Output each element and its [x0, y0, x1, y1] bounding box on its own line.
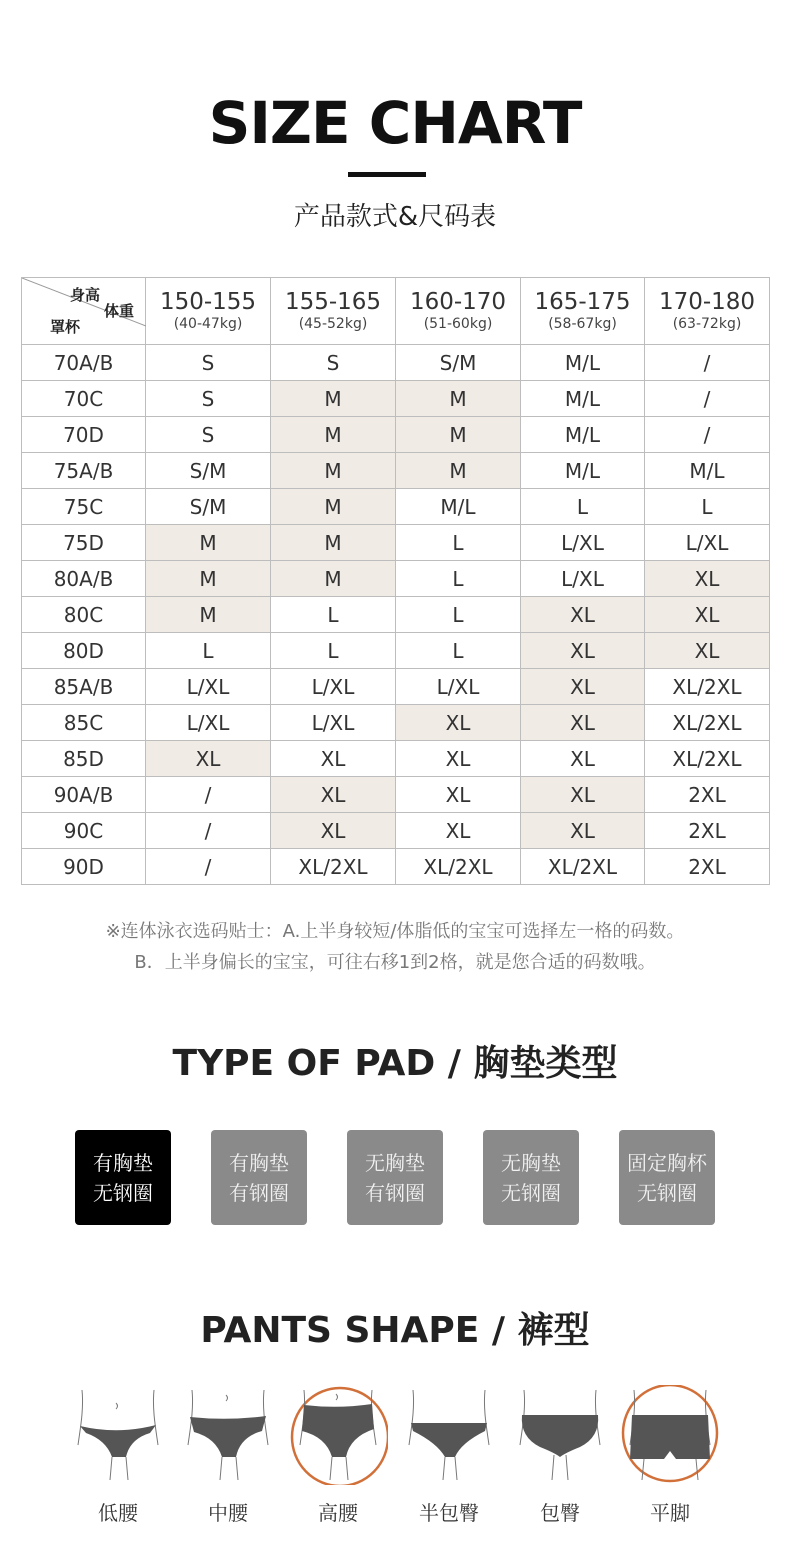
size-cell: /: [645, 417, 770, 453]
corner-label-cup: 罩杯: [50, 318, 81, 336]
table-row: [22, 777, 770, 813]
size-cell: XL: [521, 597, 645, 633]
size-cell: S: [146, 345, 271, 381]
table-row: [22, 741, 770, 777]
column-header: [146, 278, 271, 345]
table-row: [22, 453, 770, 489]
pad-option-line2: 有钢圈: [365, 1180, 425, 1205]
pants-shape-label: 包臀: [540, 1501, 580, 1525]
size-cell: /: [645, 381, 770, 417]
size-cell: M: [396, 381, 521, 417]
height-range: 150-155: [159, 289, 257, 315]
size-cell: XL: [521, 741, 645, 777]
pad-option-line2: 无钢圈: [637, 1180, 697, 1205]
size-cell: XL: [396, 813, 521, 849]
size-cell: XL: [645, 633, 770, 669]
page-subtitle: 产品款式&尺码表: [293, 202, 497, 232]
size-cell: /: [146, 849, 271, 885]
cup-size-cell: 70D: [22, 417, 146, 453]
column-header: [521, 278, 645, 345]
pants-shape-label: 高腰: [318, 1501, 358, 1525]
table-row: [22, 489, 770, 525]
cup-size-cell: 80A/B: [22, 561, 146, 597]
pad-option-line1: 有胸垫: [93, 1150, 153, 1175]
table-row: [22, 813, 770, 849]
size-cell: XL/2XL: [271, 849, 396, 885]
size-cell: M/L: [521, 345, 645, 381]
size-cell: M: [271, 453, 396, 489]
size-cell: M: [271, 489, 396, 525]
pants-shape-label: 中腰: [208, 1501, 248, 1525]
size-cell: XL/2XL: [396, 849, 521, 885]
size-cell: L: [396, 561, 521, 597]
size-cell: L: [271, 597, 396, 633]
size-cell: XL: [521, 633, 645, 669]
pad-option-line1: 固定胸杯: [627, 1150, 707, 1175]
page-title: SIZE CHART: [208, 89, 582, 157]
column-header: [271, 278, 396, 345]
weight-range: (40-47kg): [173, 316, 243, 332]
size-cell: XL/2XL: [521, 849, 645, 885]
size-cell: L/XL: [645, 525, 770, 561]
height-range: 155-165: [284, 289, 382, 315]
pants-shape-label: 平脚: [650, 1501, 690, 1525]
size-cell: M: [146, 525, 271, 561]
size-cell: /: [146, 813, 271, 849]
size-cell: S/M: [396, 345, 521, 381]
size-cell: S: [146, 381, 271, 417]
height-range: 160-170: [409, 289, 507, 315]
size-cell: M: [271, 525, 396, 561]
size-cell: L/XL: [271, 669, 396, 705]
cup-size-cell: 75D: [22, 525, 146, 561]
size-cell: L: [396, 525, 521, 561]
table-row: [22, 705, 770, 741]
pad-option-unpadded-no-wire[interactable]: [483, 1130, 579, 1225]
corner-label-weight: 体重: [104, 302, 135, 320]
pad-type-title: TYPE OF PAD / 胸垫类型: [172, 1043, 618, 1084]
size-cell: 2XL: [645, 813, 770, 849]
table-row: [22, 633, 770, 669]
column-header: [396, 278, 521, 345]
pants-shape-label: 半包臀: [419, 1501, 479, 1525]
size-cell: M: [271, 561, 396, 597]
low-waist-briefs-icon[interactable]: [68, 1385, 168, 1485]
size-cell: L: [396, 597, 521, 633]
size-cell: XL: [271, 777, 396, 813]
size-cell: L/XL: [521, 561, 645, 597]
size-cell: M: [271, 381, 396, 417]
size-cell: L: [271, 633, 396, 669]
pad-option-padded-wire[interactable]: [211, 1130, 307, 1225]
sizing-tip-a: ※连体泳衣选码贴士：A.上半身较短/体脂低的宝宝可选择左一格的码数。: [105, 921, 685, 942]
size-cell: XL: [521, 813, 645, 849]
table-row: [22, 381, 770, 417]
size-cell: L: [146, 633, 271, 669]
weight-range: (45-52kg): [298, 316, 368, 332]
height-range: 165-175: [534, 289, 631, 315]
size-cell: M/L: [521, 453, 645, 489]
size-cell: S: [271, 345, 396, 381]
size-cell: M: [146, 597, 271, 633]
cup-size-cell: 80C: [22, 597, 146, 633]
size-cell: L/XL: [146, 705, 271, 741]
cup-size-cell: 80D: [22, 633, 146, 669]
size-cell: /: [146, 777, 271, 813]
cup-size-cell: 85C: [22, 705, 146, 741]
table-header-row: [22, 278, 770, 345]
boyshort-icon[interactable]: [620, 1385, 720, 1485]
size-cell: XL: [396, 777, 521, 813]
cup-size-cell: 90C: [22, 813, 146, 849]
size-cell: L: [645, 489, 770, 525]
pad-option-line1: 有胸垫: [229, 1150, 289, 1175]
size-cell: XL: [645, 597, 770, 633]
weight-range: (63-72kg): [672, 316, 742, 332]
cup-size-cell: 75C: [22, 489, 146, 525]
height-range: 170-180: [658, 289, 756, 315]
cup-size-cell: 90D: [22, 849, 146, 885]
size-cell: XL: [146, 741, 271, 777]
column-header: [645, 278, 770, 345]
size-chart-table: [21, 277, 770, 885]
cup-size-cell: 75A/B: [22, 453, 146, 489]
size-cell: M/L: [396, 489, 521, 525]
sizing-tip-b: B．上半身偏长的宝宝，可往右移1到2格，就是您合适的码数哦。: [134, 952, 656, 973]
pad-option-line2: 无钢圈: [501, 1180, 561, 1205]
half-coverage-briefs-icon[interactable]: [399, 1385, 499, 1485]
pants-shape-title: PANTS SHAPE / 裤型: [200, 1310, 590, 1351]
pad-option-line1: 无胸垫: [365, 1150, 425, 1175]
table-row: [22, 597, 770, 633]
size-cell: M: [396, 453, 521, 489]
size-cell: 2XL: [645, 849, 770, 885]
cup-size-cell: 85A/B: [22, 669, 146, 705]
corner-label-height: 身高: [70, 286, 101, 304]
size-cell: XL: [396, 741, 521, 777]
table-row: [22, 525, 770, 561]
size-cell: M/L: [521, 381, 645, 417]
size-cell: L: [396, 633, 521, 669]
pad-option-line2: 有钢圈: [229, 1180, 289, 1205]
title-underline: [348, 172, 426, 177]
size-cell: XL: [521, 777, 645, 813]
size-cell: XL/2XL: [645, 741, 770, 777]
table-row: [22, 345, 770, 381]
table-row: [22, 849, 770, 885]
pad-option-line2: 无钢圈: [93, 1180, 153, 1205]
cup-size-cell: 70C: [22, 381, 146, 417]
cup-size-cell: 90A/B: [22, 777, 146, 813]
pants-shape-label: 低腰: [98, 1501, 138, 1525]
table-row: [22, 417, 770, 453]
size-cell: S: [146, 417, 271, 453]
table-row: [22, 561, 770, 597]
size-cell: S/M: [146, 489, 271, 525]
size-cell: XL: [271, 741, 396, 777]
cup-size-cell: 70A/B: [22, 345, 146, 381]
size-cell: /: [645, 345, 770, 381]
weight-range: (51-60kg): [423, 316, 493, 332]
size-cell: XL/2XL: [645, 669, 770, 705]
table-corner-cell: [22, 278, 146, 345]
size-cell: L/XL: [271, 705, 396, 741]
pad-option-line1: 无胸垫: [501, 1150, 561, 1175]
pad-option-unpadded-wire[interactable]: [347, 1130, 443, 1225]
size-cell: M: [271, 417, 396, 453]
size-cell: L/XL: [396, 669, 521, 705]
table-row: [22, 669, 770, 705]
size-cell: S/M: [146, 453, 271, 489]
pad-option-fixed-cup[interactable]: [619, 1130, 715, 1225]
size-cell: XL: [521, 669, 645, 705]
high-waist-briefs-icon[interactable]: [288, 1385, 388, 1485]
size-cell: XL/2XL: [645, 705, 770, 741]
size-cell: M: [146, 561, 271, 597]
size-cell: M/L: [645, 453, 770, 489]
size-cell: XL: [271, 813, 396, 849]
pad-option-padded-no-wire[interactable]: [75, 1130, 171, 1225]
cup-size-cell: 85D: [22, 741, 146, 777]
size-cell: M/L: [521, 417, 645, 453]
size-cell: XL: [396, 705, 521, 741]
size-cell: L: [521, 489, 645, 525]
size-cell: 2XL: [645, 777, 770, 813]
size-cell: L/XL: [146, 669, 271, 705]
mid-waist-briefs-icon[interactable]: [178, 1385, 278, 1485]
weight-range: (58-67kg): [548, 316, 617, 332]
size-cell: XL: [645, 561, 770, 597]
size-cell: L/XL: [521, 525, 645, 561]
size-cell: M: [396, 417, 521, 453]
full-coverage-briefs-icon[interactable]: [510, 1385, 610, 1485]
size-cell: XL: [521, 705, 645, 741]
